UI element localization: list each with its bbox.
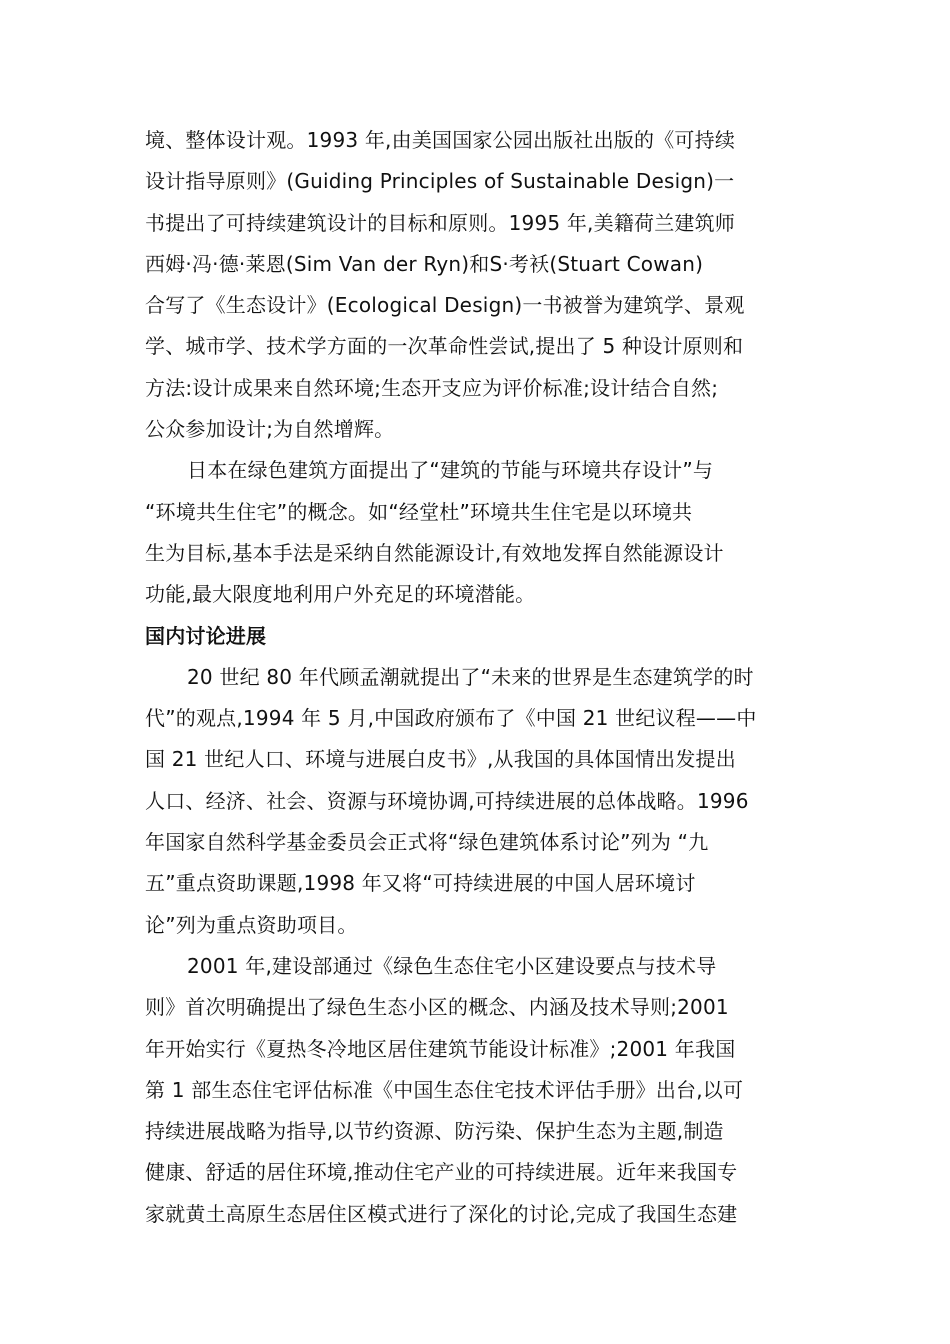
text-line: 西姆·冯·德·莱恩(Sim Van der Ryn)和S·考袄(Stuart Cowan)	[145, 251, 704, 276]
text-line: 境、整体设计观。1993 年,由美国国家公园出版社出版的《可持续	[145, 128, 736, 152]
text-line: “环境共生住宅”的概念。如“经堂杜”环境共生住宅是以环境共	[145, 499, 693, 524]
text-line: 方法:设计成果来自然环境;生态开支应为评价标准;设计结合自然;	[145, 375, 719, 400]
text-line: 人口、经济、社会、资源与环境协调,可持续进展的总体战略。1996	[145, 788, 749, 813]
text-line: 代”的观点,1994 年 5 月,中国政府颁布了《中国 21 世纪议程——中	[145, 706, 757, 731]
text-line: 国 21 世纪人口、环境与进展白皮书》,从我国的具体国情出发提出	[145, 747, 736, 772]
text-line: 设计指导原则》(Guiding Principles of Sustainable Design)一	[145, 169, 735, 194]
paragraph-start-line: 日本在绿色建筑方面提出了“建筑的节能与环境共存设计”与	[187, 458, 714, 483]
paragraph-start-line: 20 世纪 80 年代顾孟潮就提出了“未来的世界是生态建筑学的时	[187, 664, 754, 689]
text-line: 健康、舒适的居住环境,推动住宅产业的可持续进展。近年来我国专	[145, 1160, 738, 1185]
paragraph-start-line: 2001 年,建设部通过《绿色生态住宅小区建设要点与技术导	[187, 953, 717, 978]
text-line: 持续进展战略为指导,以节约资源、防污染、保护生态为主题,制造	[145, 1119, 724, 1144]
text-line: 论”列为重点资助项目。	[145, 912, 358, 937]
text-line: 书提出了可持续建筑设计的目标和原则。1995 年,美籍荷兰建筑师	[145, 210, 736, 235]
text-line: 合写了《生态设计》(Ecological Design)一书被誉为建筑学、景观	[145, 293, 745, 318]
text-line: 学、城市学、技术学方面的一次革命性尝试,提出了 5 种设计原则和	[145, 334, 744, 359]
document-body	[145, 120, 810, 1235]
text-line: 第 1 部生态住宅评估标准《中国生态住宅技术评估手册》出台,以可	[145, 1077, 744, 1102]
section-heading: 国内讨论进展	[145, 623, 267, 648]
text-line: 功能,最大限度地利用户外充足的环境潜能。	[145, 582, 536, 607]
text-line: 五”重点资助课题,1998 年又将“可持续进展的中国人居环境讨	[145, 871, 696, 896]
text-line: 年国家自然科学基金委员会正式将“绿色建筑体系讨论”列为 “九	[145, 830, 709, 855]
text-line: 年开始实行《夏热冬冷地区居住建筑节能设计标准》;2001 年我国	[145, 1036, 736, 1061]
text-line: 则》首次明确提出了绿色生态小区的概念、内涵及技术导则;2001	[145, 995, 729, 1020]
text-line: 家就黄土高原生态居住区模式进行了深化的讨论,完成了我国生态建	[145, 1201, 738, 1226]
text-line: 生为目标,基本手法是采纳自然能源设计,有效地发挥自然能源设计	[145, 540, 724, 565]
text-line: 公众参加设计;为自然增辉。	[145, 417, 395, 442]
